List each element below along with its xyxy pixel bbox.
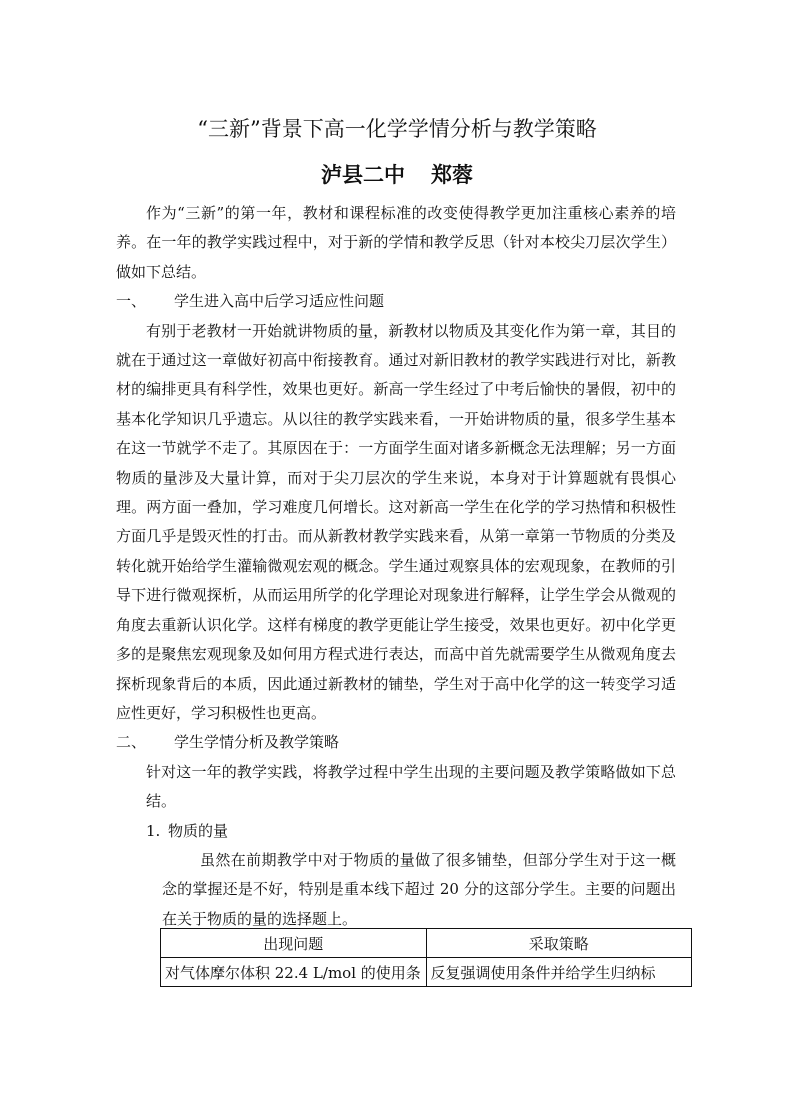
section-paragraph-1: 有别于老教材一开始就讲物质的量，新教材以物质及其变化作为第一章，其目的就在于通过这一章做好初高中衔接教育。通过对新旧教材的教学实践进行对比，新教材的编排更具有科学性，效果也更好。新高一学生经过了中考后愉快的暑假，初中的基本化学知识几乎遗忘。从以往的教学实践来看，一开始讲物质的量，很多学生基本在这一节就学不走了。其原因在于：一方面学生面对诸多新概念无法理解；另一方面物质的量涉及大量计算，而对于尖刀层次的学生来说，本身对于计算题就有畏惧心理。两方面一叠加，学习难度几何增长。这对新高一学生在化学的学习热情和积极性方面几乎是毁灭性的打击。而从新教材教学实践来看，从第一章第一节物质的分类及转化就开始给学生灌输微观宏观的概念。学生通过观察具体的宏观现象，在教师的引导下进行微观探析，从而运用所学的化学理论对现象进行解释，让学生学会从微观的角度去重新认识化学。这样有梯度的教学更能让学生接受，效果也更好。初中化学更多的是聚焦宏观现象及如何用方程式进行表达，而高中首先就需要学生从微观角度去探析现象背后的本质，因此通过新教材的铺垫，学生对于高中化学的这一转变学习适应性更好，学习积极性也更高。 bbox=[116, 321, 676, 722]
table-header-cell: 出现问题 bbox=[161, 929, 427, 958]
section-number: 二、 bbox=[116, 733, 147, 752]
section-heading-1 bbox=[116, 287, 676, 316]
table-row bbox=[161, 958, 692, 987]
section-number: 一、 bbox=[116, 292, 147, 311]
table-header-row bbox=[161, 929, 692, 958]
subsection-paragraph: 虽然在前期教学中对于物质的量做了很多铺垫，但部分学生对于这一概念的掌握还是不好，特别是重本线下超过 20 分的这部分学生。主要的问题出在关于物质的量的选择题上。 bbox=[162, 850, 676, 928]
document-body bbox=[116, 199, 676, 934]
subsection-number: 1. bbox=[146, 821, 161, 840]
section-heading-2 bbox=[116, 728, 676, 757]
subsection-heading bbox=[116, 817, 676, 846]
subsection-title: 物质的量 bbox=[168, 821, 229, 840]
author-school: 泸县二中 bbox=[321, 162, 405, 187]
table-cell: 对气体摩尔体积 22.4 L/mol 的使用条 bbox=[161, 958, 427, 987]
table-cell: 反复强调使用条件并给学生归纳标 bbox=[426, 958, 692, 987]
section-title: 学生进入高中后学习适应性问题 bbox=[174, 292, 385, 311]
problem-strategy-table bbox=[160, 928, 692, 987]
intro-paragraph: 作为“三新”的第一年，教材和课程标准的改变使得教学更加注重核心素养的培养。在一年的教学实践过程中，对于新的学情和教学反思（针对本校尖刀层次学生）做如下总结。 bbox=[116, 204, 676, 281]
author-name: 郑蓉 bbox=[431, 162, 473, 187]
section-title: 学生学情分析及教学策略 bbox=[174, 733, 340, 752]
table-header-cell: 采取策略 bbox=[426, 929, 692, 958]
author-line bbox=[0, 160, 794, 190]
document-title: “三新”背景下高一化学学情分析与教学策略 bbox=[197, 117, 597, 141]
section-paragraph-2: 针对这一年的教学实践，将教学过程中学生出现的主要问题及教学策略做如下总结。 bbox=[146, 762, 676, 811]
